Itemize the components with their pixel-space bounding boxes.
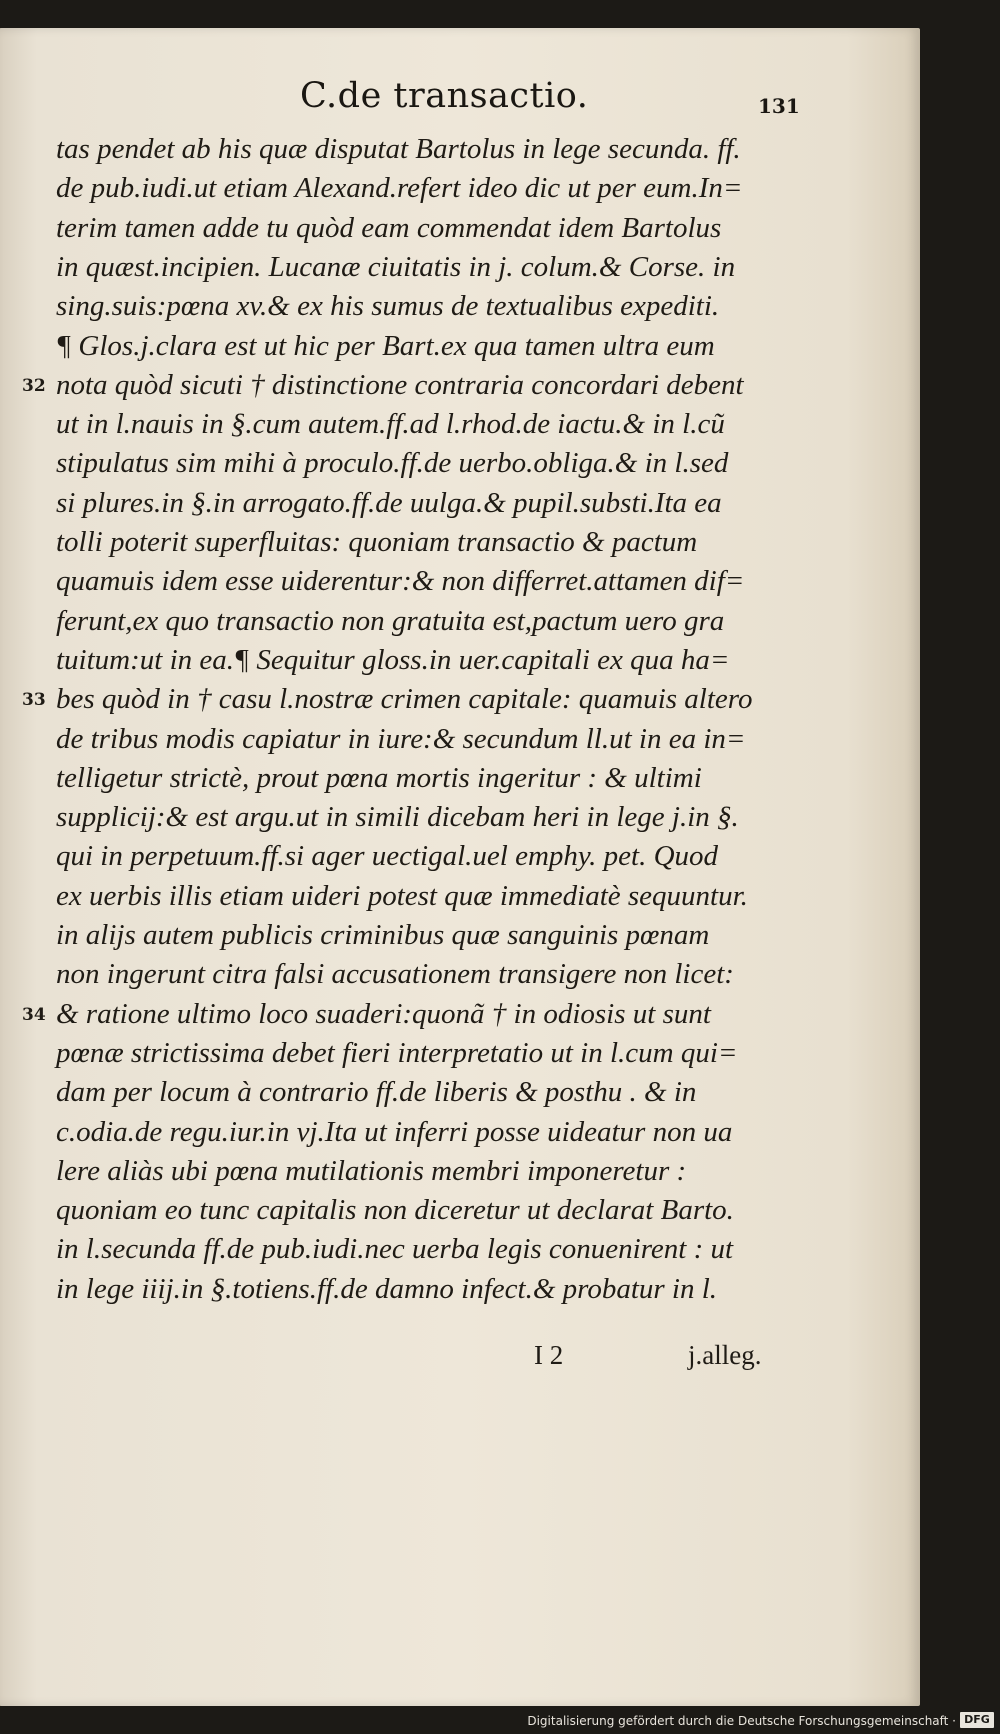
text-line: in lege iiij.in §.totiens.ff.de damno infect.& probatur in l.	[56, 1272, 718, 1305]
text-line: tas pendet ab his quæ disputat Bartolus in lege secunda. ff.	[56, 133, 741, 165]
text-line: tolli poterit superfluitas: quoniam transactio & pactum	[56, 526, 698, 558]
text-line: dam per locum à contrario ff.de liberis & posthu . & in	[56, 1076, 697, 1109]
text-line: quoniam eo tunc capitalis non diceretur ut declarat Barto.	[56, 1194, 734, 1227]
text-line: sing.suis:pœna xv.& ex his sumus de textualibus expediti.	[56, 290, 720, 323]
signature-mark: I 2	[534, 1340, 564, 1370]
text-line: ex uerbis illis etiam uideri potest quæ immediatè sequuntur.	[56, 879, 748, 912]
text-line: de tribus modis capiatur in iure:& secundum ll.ut in ea in=	[56, 722, 746, 755]
text-line: tuitum:ut in ea.¶ Sequitur gloss.in uer.capitali ex qua ha=	[56, 643, 730, 676]
margin-number: 33	[22, 690, 46, 711]
margin-number: 34	[22, 1004, 46, 1025]
text-line: telligetur strictè, prout pœna mortis ingeritur : & ultimi	[56, 761, 702, 794]
text-line: ferunt,ex quo transactio non gratuita est,pactum uero gra	[56, 604, 725, 637]
dfg-logo: DFG	[960, 1712, 994, 1728]
margin-number: 32	[22, 375, 46, 396]
text-line: in quæst.incipien. Lucanæ ciuitatis in j. colum.& Corse. in	[56, 250, 736, 283]
text-line: si plures.in §.in arrogato.ff.de uulga.& pupil.substi.Ita ea	[56, 486, 722, 519]
text-line: lere aliàs ubi pœna mutilationis membri imponeretur :	[56, 1154, 687, 1187]
catchword: j.alleg.	[688, 1340, 762, 1370]
text-line: de pub.iudi.ut etiam Alexand.refert ideo dic ut per eum.In=	[56, 172, 743, 205]
text-line: bes quòd in † casu l.nostræ crimen capitale: quamuis altero	[56, 683, 753, 716]
text-line: c.odia.de regu.iur.in vj.Ita ut inferri posse uideatur non ua	[56, 1115, 733, 1148]
text-line: in l.secunda ff.de pub.iudi.nec uerba legis conuenirent : ut	[56, 1233, 734, 1266]
text-line: pœnæ strictissima debet fieri interpretatio ut in l.cum qui=	[56, 1036, 738, 1069]
folio-number: 131	[758, 94, 800, 118]
running-header	[0, 72, 920, 128]
text-line: supplicij:& est argu.ut in simili dicebam heri in lege j.in §.	[56, 801, 739, 834]
digitization-credit: Digitalisierung gefördert durch die Deutsche Forschungsgemeinschaft ·	[527, 1714, 956, 1728]
text-line: quamuis idem esse uiderentur:& non differret.attamen dif=	[56, 565, 745, 598]
text-line: & ratione ultimo loco suaderi:quonã † in odiosis ut sunt	[56, 997, 711, 1030]
text-line: terim tamen adde tu quòd eam commendat idem Bartolus	[56, 211, 722, 244]
text-line: in alijs autem publicis criminibus quæ sanguinis pœnam	[56, 919, 710, 951]
text-line: ut in l.nauis in §.cum autem.ff.ad l.rhod.de iactu.& in l.cũ	[56, 408, 725, 441]
text-line: non ingerunt citra falsi accusationem transigere non licet:	[56, 958, 734, 991]
text-line: ¶ Glos.j.clara est ut hic per Bart.ex qua tamen ultra eum	[56, 329, 715, 362]
running-title: C.de transactio.	[300, 76, 589, 116]
text-line: stipulatus sim mihi à proculo.ff.de uerbo.obliga.& in l.sed	[56, 447, 729, 480]
text-line: nota quòd sicuti † distinctione contraria concordari debent	[56, 368, 744, 401]
text-line: qui in perpetuum.ff.si ager uectigal.uel emphy. pet. Quod	[56, 840, 719, 873]
